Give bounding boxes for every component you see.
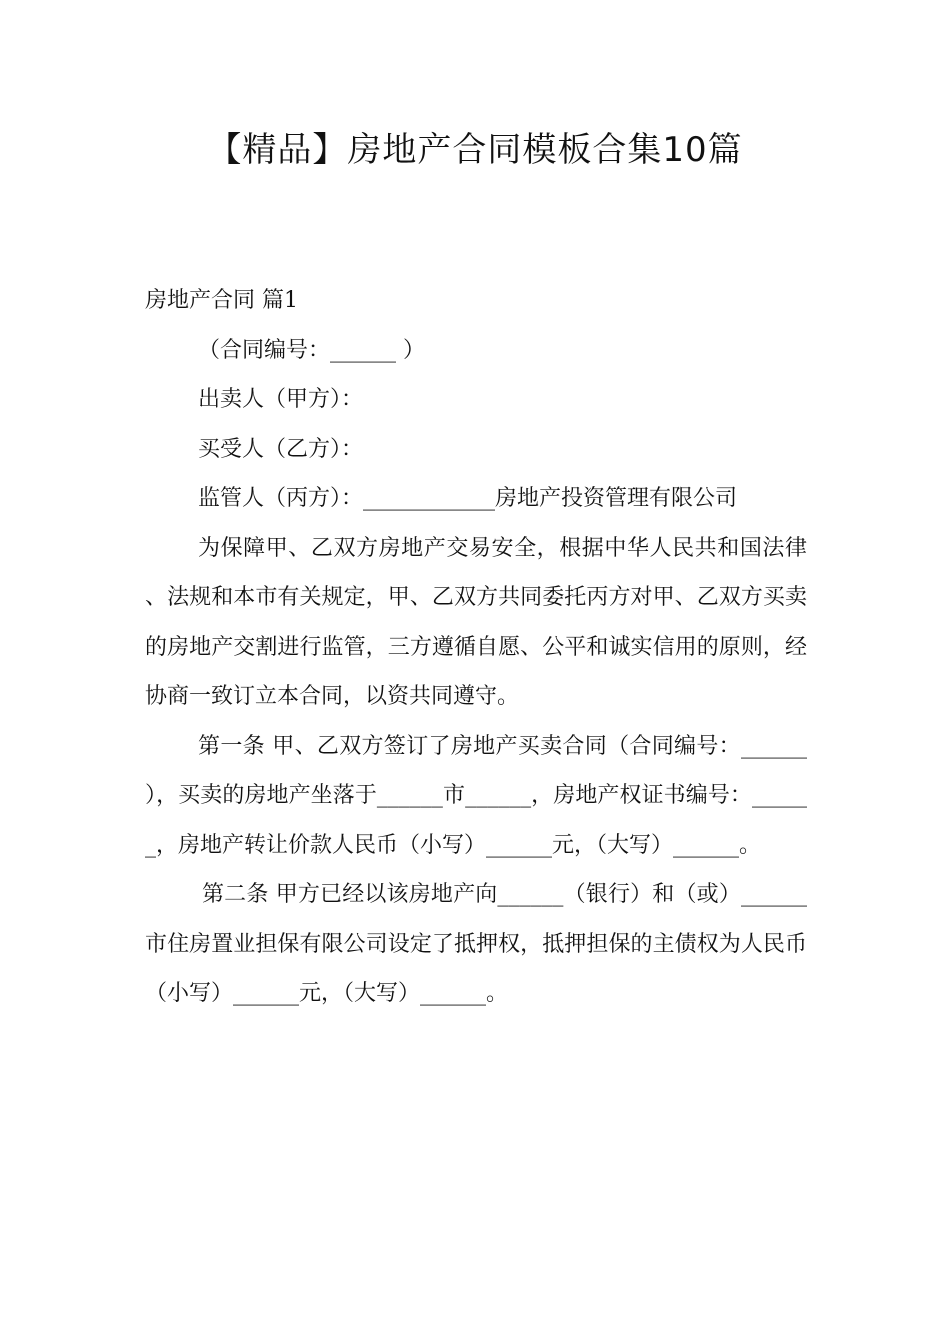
document-title: 【精品】房地产合同模板合集10篇	[207, 130, 743, 170]
supervisor-line: 监管人（丙方）：____________房地产投资管理有限公司	[198, 486, 738, 511]
document-body	[145, 276, 807, 1019]
article-2-paragraph: 第二条 甲方已经以该房地产向______（银行）和（或）______市住房置业担保有限公司设定了抵押权，抵押担保的主债权为人民币（小写）______元，（大写）______。	[145, 882, 807, 1006]
contract-number-line: （合同编号：______ ）	[198, 337, 425, 363]
seller-line: 出卖人（甲方）：	[198, 387, 364, 412]
section-heading: 房地产合同 篇1	[145, 288, 298, 313]
preamble-paragraph: 为保障甲、乙双方房地产交易安全，根据中华人民共和国法律、法规和本市有关规定，甲、乙双方共同委托丙方对甲、乙双方买卖的房地产交割进行监管，三方遵循自愿、公平和诚实信用的原则，经协商一致订立本合同，以资共同遵守。	[145, 535, 807, 709]
buyer-line: 买受人（乙方）：	[198, 436, 364, 462]
article-1-paragraph: 第一条 甲、乙双方签订了房地产买卖合同（合同编号：______），买卖的房地产坐落于______市______，房地产权证书编号：______，房地产转让价款人民币（小写）______元，（大写）______。	[145, 733, 807, 858]
